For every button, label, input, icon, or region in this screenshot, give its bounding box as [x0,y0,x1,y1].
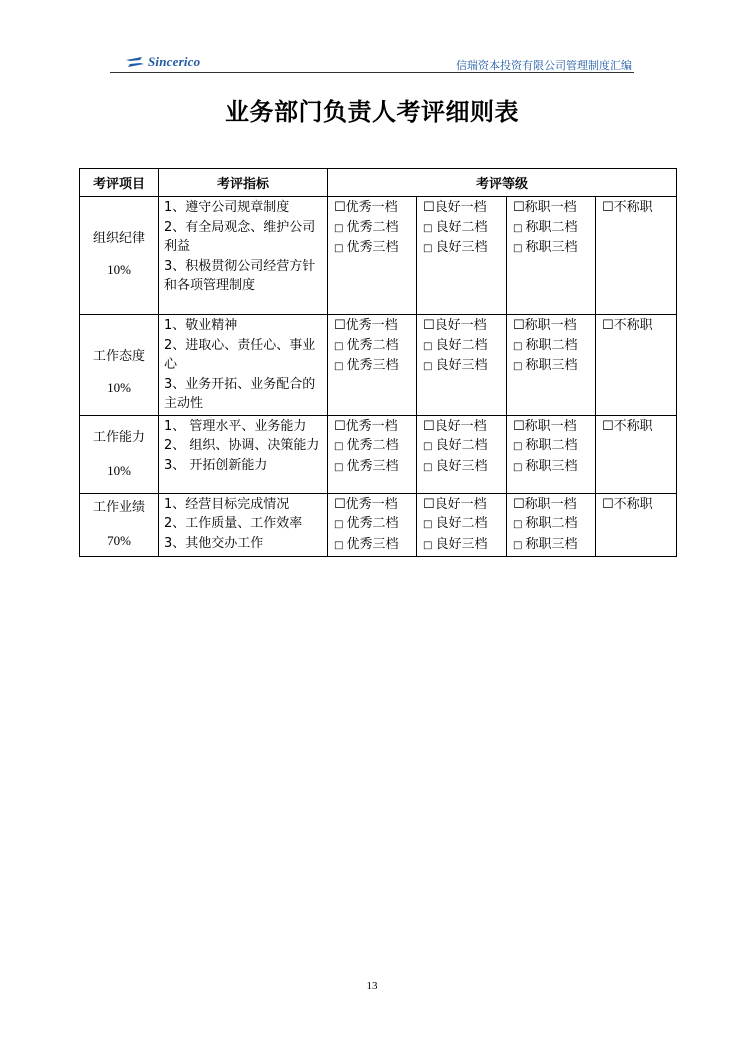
checkbox-icon[interactable]: □ [513,539,523,551]
checkbox-icon[interactable]: ☐ [423,200,435,215]
grade-option-label: 称职一档 [524,418,577,434]
grade-cell-competent [507,315,596,416]
checkbox-icon[interactable]: ☐ [423,418,435,434]
checkbox-icon[interactable]: ☐ [602,418,614,434]
checkbox-icon[interactable]: □ [334,539,344,551]
grade-option[interactable] [423,336,504,357]
grade-option-label: 称职三档 [525,240,578,255]
grade-option[interactable] [513,336,593,357]
grade-option-label: 优秀二档 [346,337,399,353]
checkbox-icon[interactable]: □ [423,461,433,473]
grade-cell-competent [507,493,596,557]
grade-option-label: 不称职 [613,496,653,512]
table-row [80,493,677,557]
checkbox-icon[interactable]: ☐ [513,318,525,333]
indicator-item: 2、进取心、责任心、事业心 [164,337,316,372]
category-weight: 10% [107,380,131,395]
grade-option[interactable] [334,436,414,457]
table-row [80,415,677,493]
grade-option[interactable] [334,495,414,515]
document-title: 业务部门负责人考评细则表 [225,98,519,126]
grade-option-label: 称职三档 [525,358,578,373]
grade-cell-excellent [328,493,417,557]
grade-option[interactable] [513,417,593,437]
page-number: 13 [366,980,378,992]
grade-cell-good [417,415,507,493]
grade-option-label: 不称职 [613,418,653,434]
grade-option-label: 优秀二档 [346,438,399,453]
checkbox-icon[interactable]: □ [513,441,523,452]
checkbox-icon[interactable]: ☐ [423,318,435,333]
checkbox-icon[interactable]: □ [334,519,344,530]
grade-option-label: 良好三档 [435,458,488,474]
checkbox-icon[interactable]: ☐ [513,418,525,434]
grade-option[interactable] [513,238,593,259]
grade-option-label: 称职二档 [525,219,578,235]
checkbox-icon[interactable]: □ [423,441,433,452]
grade-option[interactable] [602,316,674,336]
indicator-item: 2、有全局观念、维护公司利益 [164,219,316,254]
grade-option-label: 优秀一档 [345,200,398,215]
checkbox-icon[interactable]: □ [513,340,523,352]
grade-option-label: 良好二档 [435,337,488,353]
grade-option[interactable] [334,198,414,218]
checkbox-icon[interactable]: ☐ [334,496,346,512]
checkbox-icon[interactable]: □ [423,222,433,234]
checkbox-icon[interactable]: ☐ [334,318,346,333]
checkbox-icon[interactable]: □ [513,519,523,530]
grade-option[interactable] [513,514,593,535]
category-name: 工作态度 [92,349,145,364]
checkbox-icon[interactable]: □ [513,361,523,372]
grade-option[interactable] [423,238,504,259]
grade-option-label: 良好一档 [434,318,487,333]
checkbox-icon[interactable]: ☐ [602,496,614,512]
checkbox-icon[interactable]: ☐ [423,496,435,512]
grade-option-label: 不称职 [613,318,653,333]
category-weight: 70% [107,532,131,548]
grade-option-label: 良好三档 [435,240,488,255]
grade-option[interactable] [334,514,414,535]
grade-option-label: 良好二档 [435,516,488,531]
grade-option[interactable] [423,198,504,218]
grade-cell-good [417,493,507,557]
category-cell [80,315,159,416]
indicator-item: 3、 开拓创新能力 [164,457,268,473]
checkbox-icon[interactable]: □ [334,461,344,473]
grade-option-label: 称职一档 [524,496,577,512]
grade-option[interactable] [602,495,674,515]
evaluation-table [79,168,677,557]
category-name: 工作业绩 [92,499,145,515]
header-company-title: 信瑞资本投资有限公司管理制度汇编 [456,59,632,72]
indicator-item: 3、业务开拓、业务配合的主动性 [164,376,316,411]
grade-option[interactable] [334,535,414,556]
indicator-cell [159,415,328,493]
grade-option-label: 优秀一档 [345,496,398,512]
grade-option-label: 良好二档 [435,438,488,453]
checkbox-icon[interactable]: □ [513,243,523,254]
checkbox-icon[interactable]: □ [423,539,433,551]
table-header-row [80,169,677,197]
category-cell [80,415,159,493]
grade-option[interactable] [513,436,593,457]
grade-option[interactable] [423,457,504,478]
checkbox-icon[interactable]: □ [334,361,344,372]
grade-option[interactable] [513,457,593,478]
grade-option[interactable] [602,198,674,218]
header-grade: 考评等级 [328,169,677,197]
grade-option[interactable] [513,316,593,336]
indicator-item: 1、敬业精神 [164,318,238,333]
grade-option-label: 良好二档 [435,219,488,235]
header-item: 考评项目 [80,169,159,197]
grade-option[interactable] [513,356,593,377]
grade-option[interactable] [423,417,504,437]
grade-option[interactable] [423,514,504,535]
grade-option-label: 不称职 [613,200,653,215]
grade-option[interactable] [513,218,593,239]
grade-option[interactable] [334,417,414,437]
grade-option-label: 优秀二档 [346,219,399,235]
grade-cell-incompetent [596,197,677,315]
checkbox-icon[interactable]: ☐ [334,418,346,434]
grade-option-label: 优秀三档 [346,358,399,373]
checkbox-icon[interactable]: □ [423,243,433,254]
checkbox-icon[interactable]: ☐ [602,318,614,333]
grade-option-label: 称职三档 [525,536,578,552]
category-cell [80,493,159,557]
indicator-item: 1、 管理水平、业务能力 [164,418,307,434]
grade-option-label: 良好一档 [434,200,487,215]
checkbox-icon[interactable]: ☐ [334,200,346,215]
checkbox-icon[interactable]: □ [513,461,523,473]
checkbox-icon[interactable]: □ [513,222,523,234]
grade-option[interactable] [423,495,504,515]
grade-cell-good [417,197,507,315]
grade-option[interactable] [423,218,504,239]
grade-option[interactable] [423,316,504,336]
grade-option[interactable] [423,535,504,556]
company-logo [124,54,200,70]
grade-option-label: 良好一档 [434,418,487,434]
indicator-item: 1、遵守公司规章制度 [164,200,290,215]
grade-cell-excellent [328,315,417,416]
grade-cell-competent [507,197,596,315]
grade-option[interactable] [423,436,504,457]
grade-option-label: 称职三档 [525,458,578,474]
checkbox-icon[interactable]: ☐ [513,496,525,512]
grade-option-label: 称职二档 [525,337,578,353]
grade-cell-incompetent [596,493,677,557]
checkbox-icon[interactable]: □ [334,243,344,254]
table-row [80,315,677,416]
grade-option-label: 称职一档 [524,200,577,215]
indicator-cell [159,197,328,315]
indicator-cell [159,493,328,557]
indicator-item: 3、积极贯彻公司经营方针和各项管理制度 [164,258,316,293]
grade-option[interactable] [334,336,414,357]
checkbox-icon[interactable]: □ [423,519,433,530]
grade-cell-good [417,315,507,416]
page-header [110,52,634,74]
checkbox-icon[interactable]: □ [334,441,344,452]
category-name: 工作能力 [92,429,145,445]
grade-option-label: 优秀三档 [346,240,399,255]
grade-option-label: 优秀二档 [346,516,399,531]
header-indicator: 考评指标 [159,169,328,197]
indicator-item: 2、 组织、协调、决策能力 [164,438,320,453]
indicator-cell [159,315,328,416]
checkbox-icon[interactable]: □ [334,340,344,352]
category-cell [80,197,159,315]
category-weight: 10% [107,462,131,478]
grade-option-label: 良好一档 [434,496,487,512]
logo-text: Sincerico [148,54,201,69]
grade-cell-incompetent [596,315,677,416]
checkbox-icon[interactable]: □ [423,361,433,372]
grade-option-label: 称职二档 [525,438,578,453]
checkbox-icon[interactable]: □ [423,340,433,352]
grade-cell-competent [507,415,596,493]
logo-mark-icon [124,56,146,68]
grade-option-label: 良好三档 [435,536,488,552]
indicator-item: 2、工作质量、工作效率 [164,516,303,531]
grade-option[interactable] [334,218,414,239]
grade-option[interactable] [334,457,414,478]
grade-option[interactable] [334,316,414,336]
grade-option[interactable] [423,356,504,377]
grade-option-label: 优秀一档 [345,318,398,333]
indicator-item: 3、其他交办工作 [164,535,264,551]
grade-option-label: 称职二档 [525,516,578,531]
grade-option[interactable] [513,198,593,218]
grade-option-label: 优秀三档 [346,536,399,552]
header-divider [110,72,634,73]
table-row [80,197,677,315]
checkbox-icon[interactable]: ☐ [513,200,525,215]
grade-option[interactable] [334,238,414,259]
checkbox-icon[interactable]: □ [334,222,344,234]
checkbox-icon[interactable]: ☐ [602,200,614,215]
grade-option-label: 称职一档 [524,318,577,333]
grade-option-label: 优秀一档 [345,418,398,434]
category-weight: 10% [107,262,131,277]
grade-cell-incompetent [596,415,677,493]
grade-option[interactable] [602,417,674,437]
grade-cell-excellent [328,415,417,493]
grade-cell-excellent [328,197,417,315]
grade-option-label: 优秀三档 [346,458,399,474]
indicator-item: 1、经营目标完成情况 [164,496,290,512]
grade-option-label: 良好三档 [435,358,488,373]
grade-option[interactable] [513,495,593,515]
category-name: 组织纪律 [92,231,145,246]
grade-option[interactable] [334,356,414,377]
grade-option[interactable] [513,535,593,556]
